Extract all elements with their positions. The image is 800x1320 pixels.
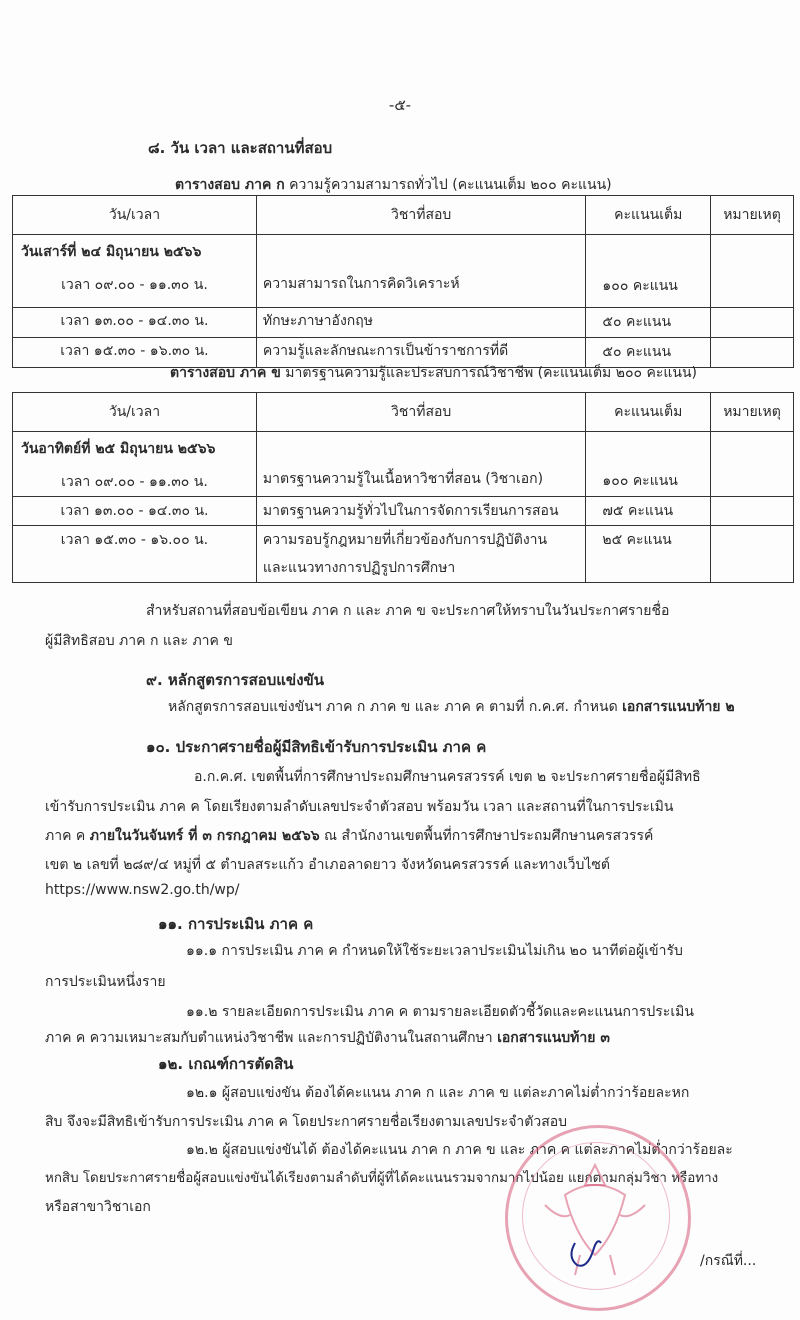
section-10-line3: ภาค ค ภายในวันจันทร์ ที่ ๓ กรกฎาคม ๒๕๖๖ ณ สำนักงานเขตพื้นที่การศึกษาประถมศึกษานครสวรรค์: [45, 828, 654, 844]
section-10-heading: ๑๐. ประกาศรายชื่อผู้มีสิทธิเข้ารับการประเมิน ภาค ค: [146, 738, 487, 756]
section-12-2-line2: หกสิบ โดยประกาศรายชื่อผู้สอบแข่งขันได้เรียงตามลำดับที่ผู้ที่ได้คะแนนรวมจากมากไปน้อย แยกตามกลุ่มวิชา หรือทาง: [45, 1171, 719, 1186]
exam-subject: ทักษะภาษาอังกฤษ: [256, 308, 586, 338]
exam-time: เวลา ๑๕.๓๐ - ๑๖.๐๐ น.: [13, 526, 257, 583]
exam-score: ๕๐ คะแนน: [586, 338, 711, 368]
exam-time: เวลา ๑๕.๓๐ - ๑๖.๓๐ น.: [13, 338, 257, 368]
website-link[interactable]: https://www.nsw2.go.th/wp/: [45, 882, 240, 898]
exam-note: [711, 235, 794, 308]
header-date-time: วัน/เวลา: [13, 196, 257, 235]
table-row: [13, 497, 794, 526]
section-12-1-line2: สิบ จึงจะมีสิทธิเข้ารับการประเมิน ภาค ค โดยประกาศรายชื่อเรียงตามเลขประจำตัวสอบ: [45, 1114, 568, 1130]
exam-time: เวลา ๑๓.๐๐ - ๑๔.๓๐ น.: [13, 308, 257, 338]
page-number: -๕-: [388, 96, 412, 114]
table-row: [13, 526, 794, 583]
header-subject: วิชาที่สอบ: [256, 196, 586, 235]
section-12-1-line1: ๑๒.๑ ผู้สอบแข่งขัน ต้องได้คะแนน ภาค ก และ ภาค ข แต่ละภาคไม่ต่ำกว่าร้อยละหก: [186, 1085, 690, 1101]
table-b-caption: ตารางสอบ ภาค ข มาตรฐานความรู้และประสบการณ์วิชาชีพ (คะแนนเต็ม ๒๐๐ คะแนน): [170, 365, 698, 381]
section-12-2-line1: ๑๒.๒ ผู้สอบแข่งขันได้ ต้องได้คะแนน ภาค ก ภาค ข และ ภาค ค แต่ละภาคไม่ต่ำกว่าร้อยละ: [186, 1142, 733, 1158]
exam-subject: มาตรฐานความรู้ในเนื้อหาวิชาที่สอน (วิชาเอก): [256, 432, 585, 497]
exam-score: ๑๐๐ คะแนน: [586, 432, 711, 497]
exam-subject: มาตรฐานความรู้ทั่วไปในการจัดการเรียนการสอน: [256, 497, 585, 526]
venue-note-line2: ผู้มีสิทธิสอบ ภาค ก และ ภาค ข: [45, 633, 233, 649]
section-8-heading: ๘. วัน เวลา และสถานที่สอบ: [148, 139, 333, 157]
exam-note: [711, 308, 794, 338]
exam-note: [711, 432, 794, 497]
exam-time: เวลา ๑๓.๐๐ - ๑๔.๓๐ น.: [13, 497, 257, 526]
table-row: [13, 432, 794, 497]
section-10-line1: อ.ก.ค.ศ. เขตพื้นที่การศึกษาประถมศึกษานครสวรรค์ เขต ๒ จะประกาศรายชื่อผู้มีสิทธิ: [194, 769, 701, 785]
section-10-line4: เขต ๒ เลขที่ ๒๘๙/๔ หมู่ที่ ๕ ตำบลสระแก้ว อำเภอลาดยาว จังหวัดนครสวรรค์ และทางเว็บไซต์: [45, 857, 610, 873]
table-row: [13, 235, 794, 308]
table-header-row: [13, 196, 794, 235]
section-9-text: หลักสูตรการสอบแข่งขันฯ ภาค ก ภาค ข และ ภาค ค ตามที่ ก.ค.ศ. กำหนด เอกสารแนบท้าย ๒: [168, 699, 735, 715]
header-remarks: หมายเหตุ: [711, 196, 794, 235]
exam-score: ๑๐๐ คะแนน: [586, 235, 711, 308]
venue-note-line1: สำหรับสถานที่สอบข้อเขียน ภาค ก และ ภาค ข จะประกาศให้ทราบในวันประกาศรายชื่อ: [146, 603, 670, 619]
table-header-row: [13, 393, 794, 432]
exam-score: ๕๐ คะแนน: [586, 308, 711, 338]
header-subject: วิชาที่สอบ: [256, 393, 585, 432]
header-full-score: คะแนนเต็ม: [586, 393, 711, 432]
section-9-heading: ๙. หลักสูตรการสอบแข่งขัน: [146, 671, 325, 689]
exam-score: ๗๕ คะแนน: [586, 497, 711, 526]
header-full-score: คะแนนเต็ม: [586, 196, 711, 235]
section-12-2-line3: หรือสาขาวิชาเอก: [45, 1199, 151, 1215]
exam-day: วันเสาร์ที่ ๒๔ มิถุนายน ๒๕๖๖: [21, 244, 202, 260]
exam-time: เวลา ๐๙.๐๐ - ๑๑.๓๐ น.: [61, 474, 208, 490]
table-row: [13, 308, 794, 338]
section-12-heading: ๑๒. เกณฑ์การตัดสิน: [158, 1055, 294, 1073]
exam-subject: ความรู้และลักษณะการเป็นข้าราชการที่ดี: [256, 338, 586, 368]
exam-subject: ความรอบรู้กฎหมายที่เกี่ยวข้องกับการปฏิบัติงาน และแนวทางการปฏิรูปการศึกษา: [256, 526, 585, 583]
section-11-1-line2: การประเมินหนึ่งราย: [45, 974, 166, 990]
section-11-heading: ๑๑. การประเมิน ภาค ค: [158, 915, 314, 933]
garuda-emblem-icon: [505, 1125, 685, 1305]
exam-table-b: [12, 392, 794, 583]
exam-note: [711, 338, 794, 368]
table-a-caption: ตารางสอบ ภาค ก ความรู้ความสามารถทั่วไป (คะแนนเต็ม ๒๐๐ คะแนน): [175, 177, 612, 193]
header-remarks: หมายเหตุ: [711, 393, 794, 432]
exam-score: ๒๕ คะแนน: [586, 526, 711, 583]
exam-time: เวลา ๐๙.๐๐ - ๑๑.๓๐ น.: [61, 277, 208, 293]
section-11-1-line1: ๑๑.๑ การประเมิน ภาค ค กำหนดให้ใช้ระยะเวลาประเมินไม่เกิน ๒๐ นาทีต่อผู้เข้ารับ: [186, 943, 683, 959]
continuation-marker: /กรณีที่...: [700, 1253, 757, 1269]
exam-note: [711, 497, 794, 526]
section-11-2-line2: ภาค ค ความเหมาะสมกับตำแหน่งวิชาชีพ และการปฏิบัติงานในสถานศึกษา เอกสารแนบท้าย ๓: [45, 1030, 610, 1046]
section-11-2-line1: ๑๑.๒ รายละเอียดการประเมิน ภาค ค ตามรายละเอียดตัวชี้วัดและคะแนนการประเมิน: [186, 1004, 694, 1020]
header-date-time: วัน/เวลา: [13, 393, 257, 432]
exam-day: วันอาทิตย์ที่ ๒๕ มิถุนายน ๒๕๖๖: [21, 441, 216, 457]
section-10-line2: เข้ารับการประเมิน ภาค ค โดยเรียงตามลำดับเลขประจำตัวสอบ พร้อมวัน เวลา และสถานที่ในการประเมิน: [45, 799, 674, 815]
exam-subject: ความสามารถในการคิดวิเคราะห์: [256, 235, 586, 308]
exam-table-a: [12, 195, 794, 368]
official-seal-icon: [505, 1125, 691, 1311]
exam-note: [711, 526, 794, 583]
